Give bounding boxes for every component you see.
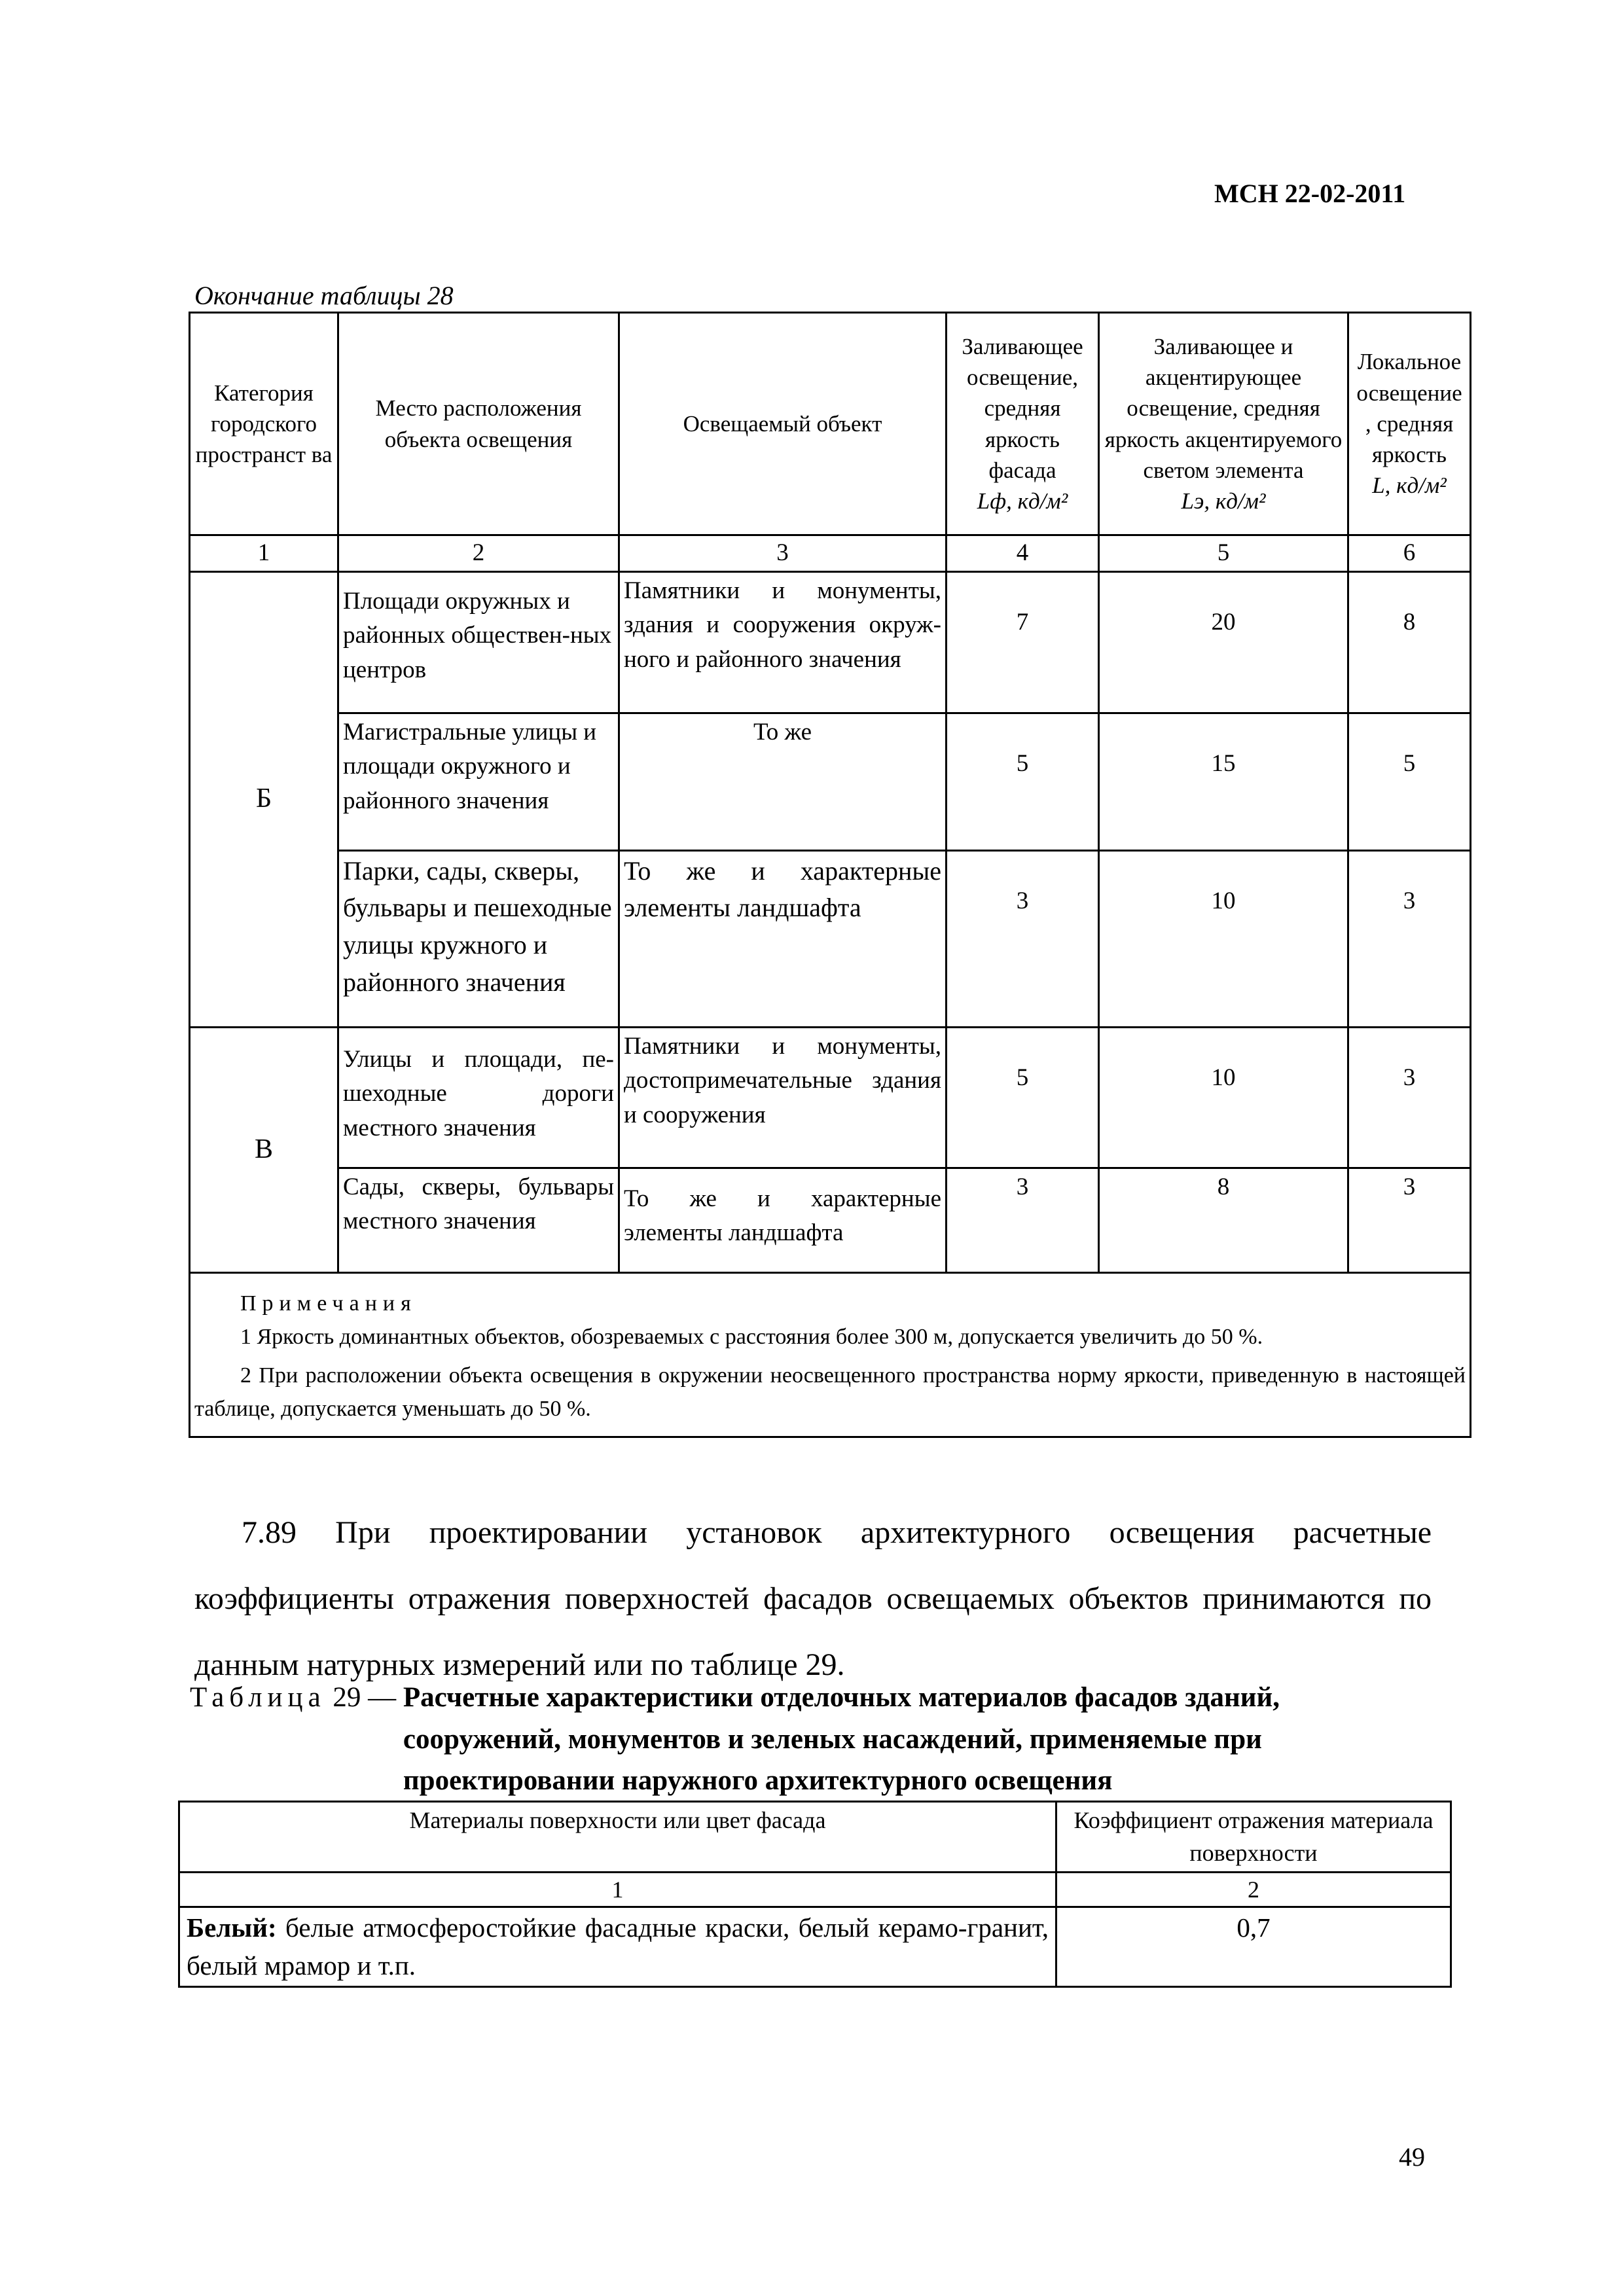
table-29-number: 29 —: [333, 1682, 397, 1713]
table-row: [190, 1027, 1471, 1168]
table-row: [190, 850, 1471, 1027]
object-cell: То же и характерные элементы ландшафта: [619, 850, 947, 1027]
col-number: 3: [619, 535, 947, 572]
facade-value: 3: [947, 1168, 1099, 1272]
page-number: 49: [1399, 2142, 1425, 2172]
coefficient-value: 0,7: [1056, 1907, 1451, 1987]
header-local-brightness: Локальное освещение , средняя яркость L, кд/м²: [1348, 313, 1471, 535]
col-number: 5: [1099, 535, 1348, 572]
notes-title: Примечания: [240, 1291, 417, 1316]
unit-accent: Lэ, кд/м²: [1181, 488, 1266, 514]
accent-value: 8: [1099, 1168, 1348, 1272]
facade-value: 5: [947, 1027, 1099, 1168]
table-29: [178, 1801, 1452, 1988]
col-number: 4: [947, 535, 1099, 572]
table-28: [189, 312, 1471, 1438]
document-code: МСН 22-02-2011: [1214, 179, 1406, 208]
unit-local: L, кд/м²: [1372, 473, 1447, 499]
col-number: 6: [1348, 535, 1471, 572]
table-29-label: Таблица: [190, 1682, 326, 1713]
header-material: Материалы поверхности или цвет фасада: [179, 1802, 1056, 1873]
unit-facade: Lф, кд/м²: [977, 488, 1068, 514]
table-row: [190, 1168, 1471, 1272]
note-item: 1 Яркость доминантных объектов, обозреваемых с расстояния более 300 м, допускается увеличить до 50 %.: [240, 1324, 1263, 1349]
accent-value: 15: [1099, 713, 1348, 850]
header-category: Категория городского пространст ва: [190, 313, 338, 535]
notes-cell: [190, 1272, 1471, 1437]
table-28-header-row: [190, 313, 1471, 535]
local-value: 3: [1348, 1168, 1471, 1272]
category-cell: В: [190, 1027, 338, 1272]
header-object: Освещаемый объект: [619, 313, 947, 535]
table-29-caption: [190, 1677, 1473, 1802]
table-29-header-row: [179, 1802, 1451, 1873]
table-row: [190, 571, 1471, 713]
facade-value: 3: [947, 850, 1099, 1027]
notes-row: [190, 1272, 1471, 1437]
location-cell: Площади окружных и районных обществен-ных центров: [338, 571, 619, 713]
table-row: [179, 1907, 1451, 1987]
object-cell: Памятники и монументы, здания и сооружения окруж-ного и районного значения: [619, 571, 947, 713]
location-cell: Сады, скверы, бульвары местного значения: [338, 1168, 619, 1272]
col-number: 1: [190, 535, 338, 572]
local-value: 3: [1348, 1027, 1471, 1168]
paragraph-7-89: 7.89 При проектировании установок архитектурного освещения расчетные коэффициенты отражения поверхностей фасадов освещаемых объектов принимаются по данным натурных измерений или по таблице 29.: [194, 1515, 1432, 1682]
header-coefficient: Коэффициент отражения материала поверхности: [1056, 1802, 1451, 1873]
accent-value: 10: [1099, 1027, 1348, 1168]
header-location: Место расположения объекта освещения: [338, 313, 619, 535]
accent-value: 10: [1099, 850, 1348, 1027]
location-cell: Улицы и площади, пе-шеходные дороги местного значения: [338, 1027, 619, 1168]
col-number: 1: [179, 1872, 1056, 1907]
facade-value: 7: [947, 571, 1099, 713]
table-row: [190, 713, 1471, 850]
facade-value: 5: [947, 713, 1099, 850]
local-value: 3: [1348, 850, 1471, 1027]
material-cell: Белый: белые атмосферостойкие фасадные краски, белый керамо-гранит, белый мрамор и т.п.: [179, 1907, 1056, 1987]
accent-value: 20: [1099, 571, 1348, 713]
col-number: 2: [1056, 1872, 1451, 1907]
note-item: 2 При расположении объекта освещения в окружении неосвещенного пространства норму яркости, приведенную в настоящей таблице, допускается уменьшать до 50 %.: [194, 1363, 1466, 1421]
location-cell: Магистральные улицы и площади окружного и районного значения: [338, 713, 619, 850]
local-value: 8: [1348, 571, 1471, 713]
column-number-row: [190, 535, 1471, 572]
header-facade-brightness: Заливающее освещение, средняя яркость фасада Lф, кд/м²: [947, 313, 1099, 535]
table-28-continuation-caption: Окончание таблицы 28: [194, 281, 454, 310]
column-number-row: [179, 1872, 1451, 1907]
object-cell: То же: [619, 713, 947, 850]
header-accent-brightness: Заливающее и акцентирующее освещение, средняя яркость акцентируемого светом элемента Lэ, кд/м²: [1099, 313, 1348, 535]
col-number: 2: [338, 535, 619, 572]
location-cell: Парки, сады, скверы, бульвары и пешеходные улицы кружного и районного значения: [338, 850, 619, 1027]
object-cell: Памятники и монументы, достопримечательные здания и сооружения: [619, 1027, 947, 1168]
local-value: 5: [1348, 713, 1471, 850]
category-cell: Б: [190, 571, 338, 1027]
table-29-title: Расчетные характеристики отделочных материалов фасадов зданий, сооружений, монументов и зеленых насаждений, применяемые при проектировании наружного архитектурного освещения: [403, 1682, 1280, 1797]
object-cell: То же и характерные элементы ландшафта: [619, 1168, 947, 1272]
